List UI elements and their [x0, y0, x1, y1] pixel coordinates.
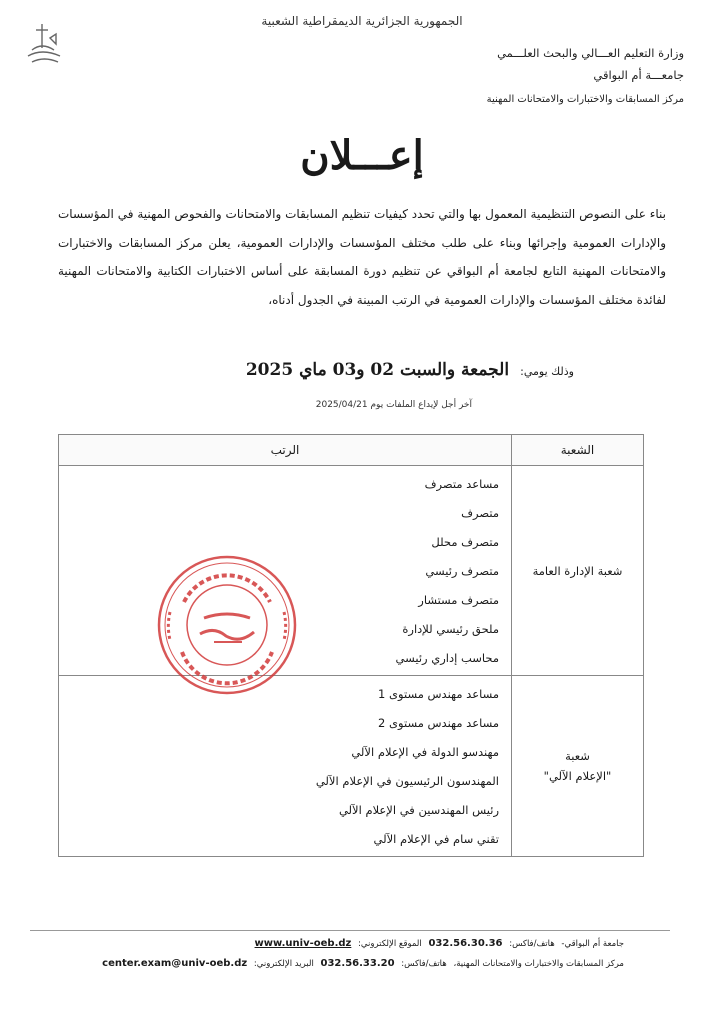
footer-line-1 [255, 938, 624, 949]
table-header-row [59, 435, 644, 466]
submission-deadline: آخر أجل لإيداع الملفات يوم 2025/04/21 [315, 400, 472, 410]
header-ranks: الرتب [59, 435, 512, 466]
rank-item: تقني سام في الإعلام الآلي [373, 832, 499, 846]
footer-email-link[interactable]: center.exam@univ-oeb.dz [102, 958, 248, 969]
republic-header: الجمهورية الجزائرية الديمقراطية الشعبية [261, 14, 463, 28]
page-title: إعـــلان [300, 132, 424, 179]
branch-computer-science [512, 676, 644, 857]
branch-line: "الإعلام الآلي" [543, 769, 612, 783]
ranks-table [58, 434, 644, 857]
rank-item: رئيس المهندسين في الإعلام الآلي [338, 803, 499, 817]
ranks-cell [59, 676, 512, 857]
rank-item: مهندسو الدولة في الإعلام الآلي [351, 745, 499, 759]
footer-org: جامعة أم البواقي- [561, 939, 624, 949]
header-branch: الشعبة [512, 435, 644, 466]
exam-dates-text: الجمعة والسبت 02 و03 ماي 2025 [245, 360, 510, 380]
footer-website-link[interactable]: www.univ-oeb.dz [254, 938, 352, 949]
rank-item: مساعد مهندس مستوى 1 [378, 687, 499, 701]
exam-dates [246, 360, 574, 380]
rank-item: ملحق رئيسي للإدارة [402, 622, 499, 636]
university-logo-icon [22, 20, 66, 68]
table-row [59, 676, 644, 857]
footer-site-label: الموقع الإلكتروني: [358, 939, 422, 949]
ministry-name: وزارة التعليم العـــالي والبحث العلـــمي [497, 46, 684, 60]
rank-item: المهندسون الرئيسيون في الإعلام الآلي [315, 774, 499, 788]
branch-general-administration: شعبة الإدارة العامة [512, 466, 644, 676]
university-name: جامعـــة أم البواقي [593, 68, 684, 82]
footer-email-label: البريد الإلكتروني: [253, 959, 314, 969]
rank-item: متصرف مستشار [418, 593, 499, 607]
table-row [59, 466, 644, 676]
rank-item: مساعد مهندس مستوى 2 [378, 716, 499, 730]
footer-phone-label: هاتف/فاكس: [509, 939, 555, 949]
footer-phone: 032.56.30.36 [428, 938, 503, 949]
official-stamp [154, 552, 300, 698]
footer-phone-label: هاتف/فاكس: [401, 959, 447, 969]
rank-item: متصرف محلل [431, 535, 499, 549]
footer-line-2 [102, 958, 624, 969]
branch-line: شعبة [565, 749, 590, 763]
announcement-paragraph: بناء على النصوص التنظيمية المعمول بها والتي تحدد كيفيات تنظيم المسابقات والامتحانات والفحوص المهنية في المؤسسات والإدارات العمومية وإجرائها وبناء على طلب مختلف المؤسسات والإدارات العمومية، يعلن مركز المسابقات والاختبارات والامتحانات المهنية التابع لجامعة أم البواقي عن تنظيم دورة المسابقة على أساس الاختبارات الكتابية والامتحانات المهنية لفائدة مختلف المؤسسات والإدارات العمومية في الرتب المبينة في الجدول أدناه، [58, 207, 666, 307]
footer-center: مركز المسابقات والاختبارات والامتحانات المهنية، [453, 959, 624, 969]
rank-item: متصرف رئيسي [425, 564, 499, 578]
footer-divider [30, 930, 670, 931]
rank-item: متصرف [461, 506, 499, 520]
exam-center-name: مركز المسابقات والاختبارات والامتحانات المهنية [486, 94, 684, 105]
footer-phone: 032.56.33.20 [320, 958, 395, 969]
exam-dates-prefix: وذلك يومي: [520, 365, 574, 378]
rank-item: محاسب إداري رئيسي [395, 651, 499, 665]
rank-item: مساعد متصرف [424, 477, 499, 491]
